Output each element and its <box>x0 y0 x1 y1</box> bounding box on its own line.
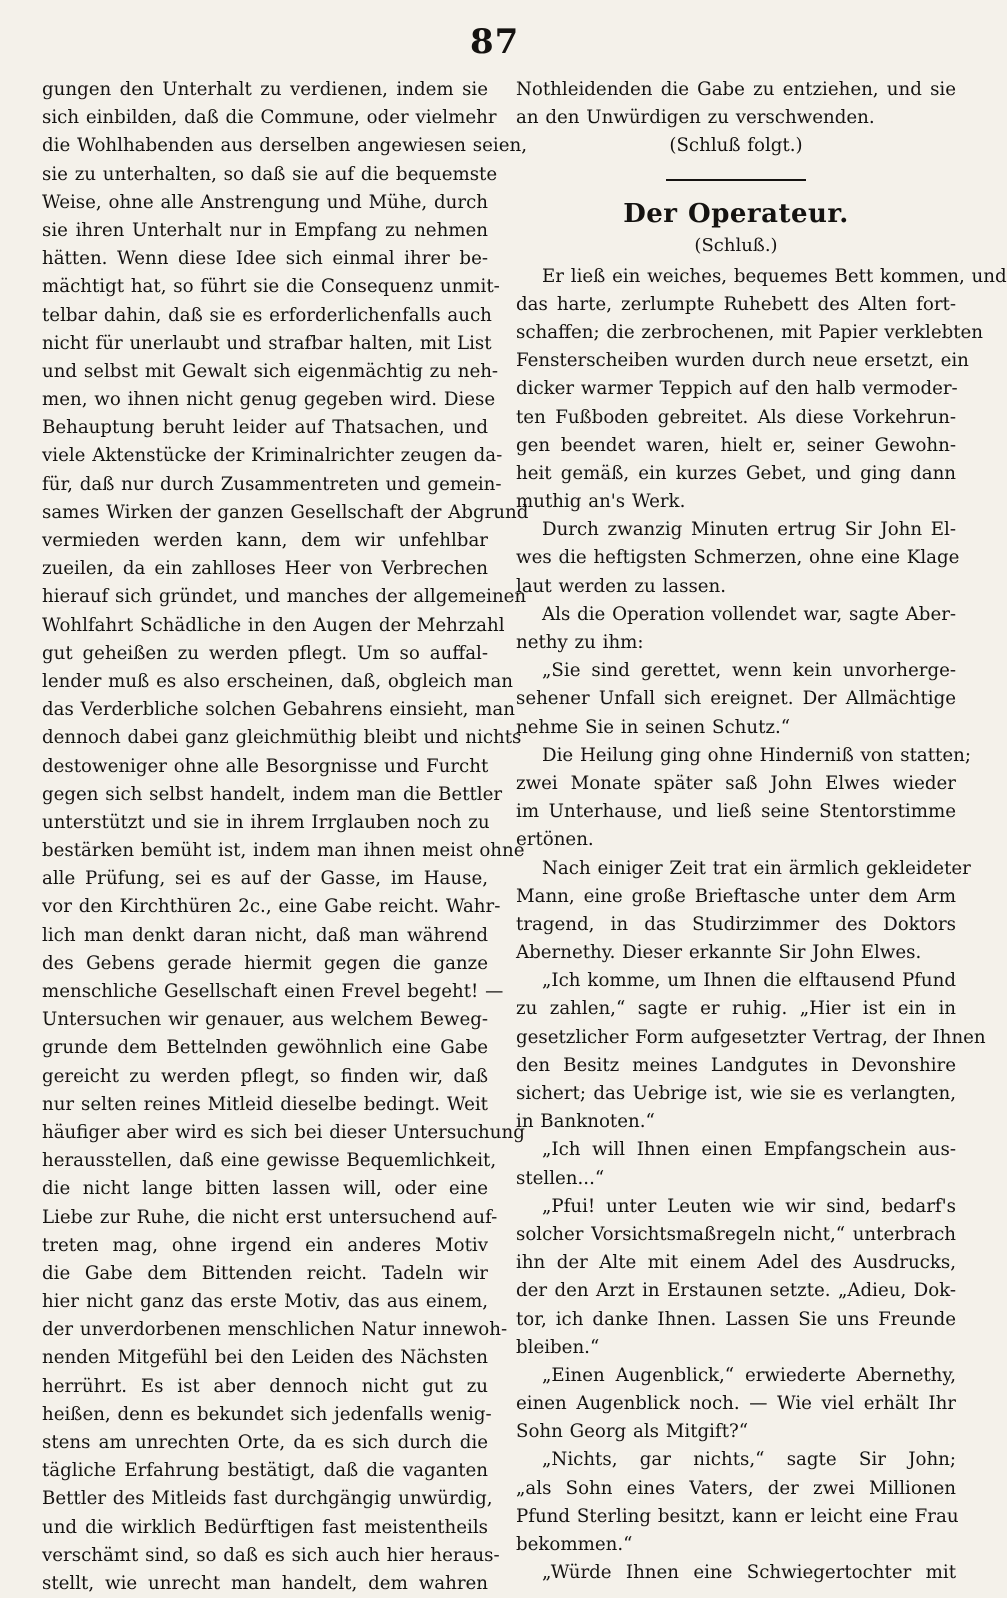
text-line: die nicht lange bitten lassen will, oder eine <box>42 1178 488 1200</box>
text-line: „Einen Augenblick,“ erwiederte Abernethy, <box>542 1364 956 1386</box>
text-line: stens am unrechten Orte, da es sich durch die <box>42 1432 488 1453</box>
text-line: hier nicht ganz das erste Motiv, das aus einem, <box>42 1291 488 1313</box>
text-line: mächtigt hat, so führt sie die Consequenz unmit- <box>42 276 500 298</box>
text-line: Behauptung beruht leider auf Thatsachen, und <box>42 417 488 439</box>
text-line: sie zu unterhalten, so daß sie auf die bequemste <box>42 163 498 185</box>
page-number: 87 <box>470 22 520 62</box>
text-line: hierauf sich gründet, und manches der allgemeinen <box>42 586 527 608</box>
text-line: der unverdorbenen menschlichen Natur innewoh- <box>42 1319 508 1341</box>
text-line: nehme Sie in seinen Schutz.“ <box>516 716 791 738</box>
text-line: „als Sohn eines Vaters, der zwei Millionen <box>516 1477 956 1499</box>
text-line: gesetzlicher Form aufgesetzter Vertrag, der Ihnen <box>516 1026 986 1048</box>
text-line: häufiger aber wird es sich bei dieser Untersuchung <box>42 1121 525 1143</box>
text-line: grunde dem Bettelnden gewöhnlich eine Gabe <box>42 1037 488 1059</box>
text-line: Mann, eine große Brieftasche unter dem Arm <box>516 885 956 907</box>
text-line: sich einbilden, daß die Commune, oder vielmehr <box>42 107 497 129</box>
text-line: tragend, in das Studirzimmer des Doktors <box>516 913 956 935</box>
text-line: verschämt sind, so daß es sich auch hier heraus- <box>42 1544 500 1566</box>
text-line: Nothleidenden die Gabe zu entziehen, und sie <box>516 79 956 100</box>
text-line: unterstützt und sie in ihrem Irrglauben noch zu <box>42 811 490 833</box>
text-line: bleiben.“ <box>516 1336 600 1358</box>
text-line: viele Aktenstücke der Kriminalrichter zeugen da- <box>42 445 503 467</box>
text-line: „Sie sind gerettet, wenn kein unvorherge- <box>542 660 956 682</box>
text-line: nethy zu ihm: <box>516 632 644 653</box>
text-line: Weise, ohne alle Anstrengung und Mühe, durch <box>42 191 488 213</box>
previous-article-ending <box>516 76 956 161</box>
text-line: Pfund Sterling besitzt, kann er leicht eine Frau <box>516 1505 959 1527</box>
text-line: bekommen.“ <box>516 1534 633 1555</box>
text-line: „Ich will Ihnen einen Empfangschein aus- <box>542 1139 956 1161</box>
text-line: sie ihren Unterhalt nur in Empfang zu nehmen <box>42 219 488 241</box>
text-line: Als die Operation vollendet war, sagte Aber- <box>542 603 957 625</box>
article-title: Der Operateur. <box>623 198 849 229</box>
text-line: vor den Kirchthüren 2c., eine Gabe reicht. Wahr- <box>42 896 501 918</box>
text-line: sehener Unfall sich ereignet. Der Allmächtige <box>516 688 956 710</box>
text-line: Wohlfahrt Schädliche in den Augen der Mehrzahl <box>42 614 505 636</box>
text-line: das harte, zerlumpte Ruhebett des Alten fort- <box>516 293 956 315</box>
right-column <box>516 76 1007 1587</box>
text-line: gungen den Unterhalt zu verdienen, indem sie <box>42 79 488 100</box>
text-line: Die Heilung ging ohne Hinderniß von statten; <box>542 744 971 766</box>
left-column <box>42 76 529 1598</box>
text-line: sames Wirken der ganzen Gesellschaft der Abgrund <box>42 501 529 523</box>
text-line: Fensterscheiben wurden durch neue ersetzt, ein <box>516 350 969 372</box>
text-line: „Nichts, gar nichts,“ sagte Sir John; <box>542 1449 956 1471</box>
text-line: bestärken bemüht ist, indem man ihnen meist ohne <box>42 840 525 862</box>
text-line: herrührt. Es ist aber dennoch nicht gut zu <box>42 1375 488 1397</box>
text-line: „Ich komme, um Ihnen die elftausend Pfund <box>542 970 956 992</box>
text-line: einen Augenblick noch. — Wie viel erhält Ihr <box>516 1393 956 1415</box>
text-line: hätten. Wenn diese Idee sich einmal ihrer be- <box>42 248 488 270</box>
text-line: den Besitz meines Landgutes in Devonshire <box>516 1054 956 1076</box>
text-line: Sohn Georg als Mitgift?“ <box>516 1421 749 1443</box>
text-line: menschliche Gesellschaft einen Frevel begeht! — <box>42 981 504 1002</box>
text-line: solcher Vorsichtsmaßregeln nicht,“ unterbrach <box>516 1223 956 1245</box>
text-line: sichert; das Uebrige ist, wie sie es verlangten, <box>516 1083 956 1104</box>
text-line: und die wirklich Bedürftigen fast meistentheils <box>42 1516 488 1538</box>
text-line: Nach einiger Zeit trat ein ärmlich gekleideter <box>542 857 971 879</box>
text-line: ten Fußboden gebreitet. Als diese Vorkehrun- <box>516 406 956 428</box>
text-line: wes die heftigsten Schmerzen, ohne eine Klage <box>516 547 960 569</box>
text-line: heißen, denn es bekundet sich jedenfalls wenig- <box>42 1403 492 1425</box>
text-line: gut geheißen zu werden pflegt. Um so auffal- <box>42 642 488 664</box>
text-line: dennoch dabei ganz gleichmüthig bleibt und nichts <box>42 727 522 749</box>
text-line: nicht für unerlaubt und strafbar halten, mit List <box>42 332 492 354</box>
text-line: tägliche Erfahrung bestätigt, daß die vaganten <box>42 1460 488 1482</box>
text-line: des Gebens gerade hiermit gegen die ganze <box>42 952 488 974</box>
text-line: ertönen. <box>516 829 594 851</box>
text-line: im Unterhause, und ließ seine Stentorstimme <box>516 801 956 823</box>
text-line: „Pfui! unter Leuten wie wir sind, bedarf's <box>542 1195 956 1217</box>
text-line: „Würde Ihnen eine Schwiegertochter mit <box>542 1562 956 1584</box>
text-line: heit gemäß, ein kurzes Gebet, und ging dann <box>516 462 956 484</box>
section-divider <box>666 179 806 181</box>
text-line: Abernethy. Dieser erkannte Sir John Elwes. <box>516 942 922 964</box>
text-line: ihn der Alte mit einem Adel des Ausdrucks, <box>516 1252 956 1274</box>
text-line: der den Arzt in Erstaunen setzte. „Adieu, Dok- <box>516 1280 956 1302</box>
text-line: destoweniger ohne alle Besorgnisse und Furcht <box>42 755 489 777</box>
text-line: laut werden zu lassen. <box>516 575 727 597</box>
article-body <box>516 263 1007 1588</box>
text-line: nur selten reines Mitleid dieselbe bedingt. Weit <box>42 1093 488 1115</box>
text-line: Liebe zur Ruhe, die nicht erst untersuchend auf- <box>42 1206 498 1228</box>
text-line: telbar dahin, daß sie es erforderlichenfalls auch <box>42 304 492 326</box>
text-line: und selbst mit Gewalt sich eigenmächtig zu neh- <box>42 360 499 382</box>
text-line: lender muß es also erscheinen, daß, obgleich man <box>42 670 514 692</box>
text-line: zwei Monate später saß John Elwes wieder <box>516 772 956 794</box>
text-line: die Wohlhabenden aus derselben angewiesen seien, <box>42 135 527 157</box>
text-line: zueilen, da ein zahlloses Heer von Verbrechen <box>42 558 488 580</box>
text-line: gegen sich selbst handelt, indem man die Bettler <box>42 783 503 805</box>
text-line: vermieden werden kann, dem wir unfehlbar <box>42 530 488 551</box>
text-line: Durch zwanzig Minuten ertrug Sir John El- <box>542 519 956 541</box>
text-line: (Schluß folgt.) <box>669 135 803 157</box>
text-line: zu zahlen,“ sagte er ruhig. „Hier ist ein in <box>516 998 956 1020</box>
text-line: tor, ich danke Ihnen. Lassen Sie uns Freunde <box>516 1308 956 1330</box>
text-line: lich man denkt daran nicht, daß man während <box>42 924 488 946</box>
text-line: für, daß nur durch Zusammentreten und gemein- <box>42 473 502 495</box>
text-line: Bettler des Mitleids fast durchgängig unwürdig, <box>42 1488 493 1510</box>
text-line: schaffen; die zerbrochenen, mit Papier verklebten <box>516 321 984 343</box>
text-line: in Banknoten.“ <box>516 1111 655 1133</box>
text-line: men, wo ihnen nicht genug gegeben wird. Diese <box>42 389 496 411</box>
text-line: herausstellen, daß eine gewisse Bequemlichkeit, <box>42 1150 497 1172</box>
text-line: alle Prüfung, sei es auf der Gasse, im Hause, <box>42 868 488 890</box>
text-line: nenden Mitgefühl bei den Leiden des Nächsten <box>42 1347 488 1369</box>
text-line: stellt, wie unrecht man handelt, dem wahren <box>42 1572 488 1594</box>
text-line: dicker warmer Teppich auf den halb vermoder- <box>516 378 958 400</box>
text-line: Er ließ ein weiches, bequemes Bett kommen, und <box>542 265 1007 287</box>
text-line: stellen...“ <box>516 1167 605 1189</box>
text-line: muthig an's Werk. <box>516 491 686 513</box>
text-line: gen beendet waren, hielt er, seiner Gewohn- <box>516 434 956 456</box>
text-line: an den Unwürdigen zu verschwenden. <box>516 107 875 129</box>
text-line: die Gabe dem Bittenden reicht. Tadeln wir <box>42 1262 488 1284</box>
text-line: treten mag, ohne irgend ein anderes Motiv <box>42 1234 488 1256</box>
article-subtitle: (Schluß.) <box>694 234 778 256</box>
text-line: Untersuchen wir genauer, aus welchem Beweg- <box>42 1009 488 1031</box>
text-line: gereicht zu werden pflegt, so finden wir, daß <box>42 1065 488 1087</box>
text-line: das Verderbliche solchen Gebahrens einsieht, man <box>42 699 515 721</box>
